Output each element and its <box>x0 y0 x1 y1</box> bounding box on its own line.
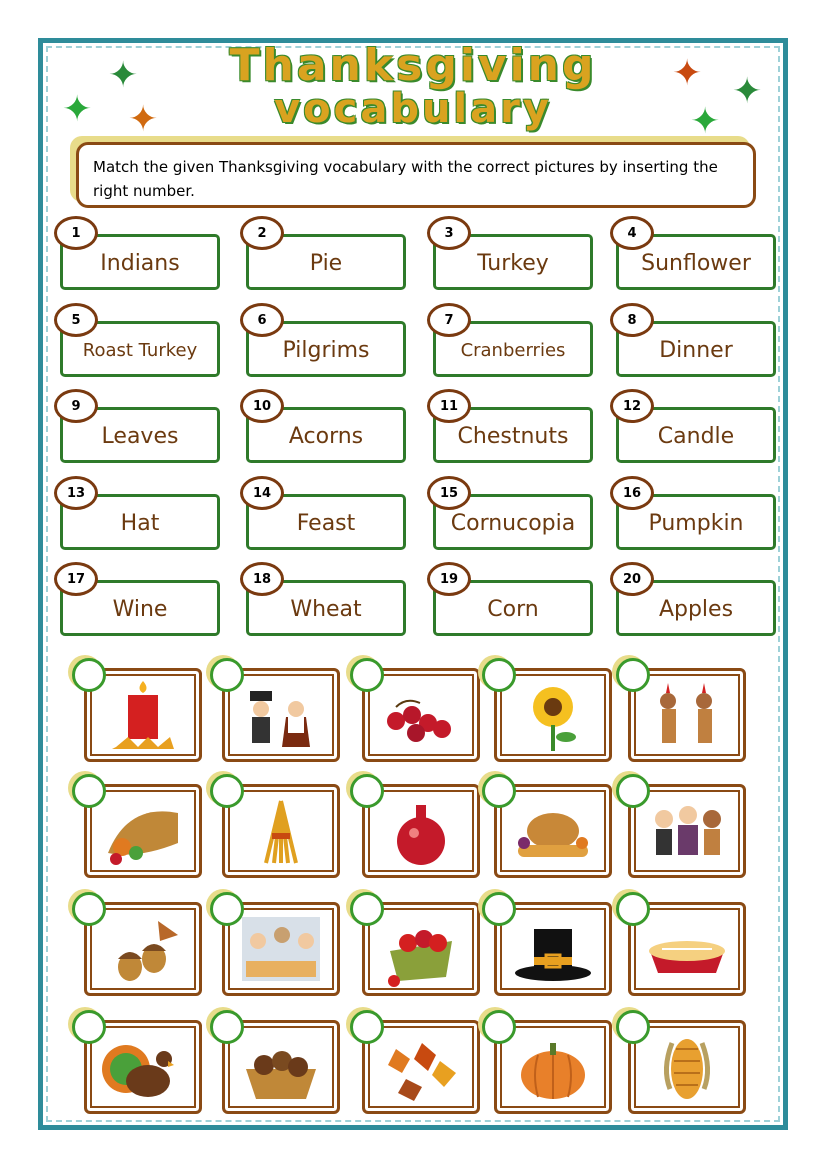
number-badge: 1 <box>54 216 98 250</box>
number-badge: 14 <box>240 476 284 510</box>
vocab-word: Turkey <box>477 251 549 276</box>
answer-circle[interactable] <box>350 1010 384 1044</box>
answer-circle[interactable] <box>616 1010 650 1044</box>
number-badge: 15 <box>427 476 471 510</box>
answer-circle[interactable] <box>210 658 244 692</box>
vocab-word: Cornucopia <box>450 511 576 536</box>
pilgrims-icon <box>233 679 329 751</box>
number-badge: 3 <box>427 216 471 250</box>
feast-icon <box>639 795 735 867</box>
answer-circle[interactable] <box>350 658 384 692</box>
answer-circle[interactable] <box>616 658 650 692</box>
acorns-icon <box>95 913 191 985</box>
answer-circle[interactable] <box>616 774 650 808</box>
pie-icon <box>639 913 735 985</box>
number-badge: 8 <box>610 303 654 337</box>
star-icon: ✦ <box>128 99 159 140</box>
answer-circle[interactable] <box>482 1010 516 1044</box>
number-badge: 4 <box>610 216 654 250</box>
vocab-word: Wheat <box>290 597 362 622</box>
indians-icon <box>639 679 735 751</box>
answer-circle[interactable] <box>72 774 106 808</box>
answer-circle[interactable] <box>210 892 244 926</box>
vocab-word: Apples <box>658 597 734 622</box>
star-icon: ✦ <box>62 89 93 130</box>
vocab-word: Pumpkin <box>648 511 744 536</box>
vocab-word: Feast <box>296 511 356 536</box>
vocab-word: Pilgrims <box>282 338 370 363</box>
number-badge: 11 <box>427 389 471 423</box>
vocab-word: Dinner <box>659 338 733 363</box>
number-badge: 10 <box>240 389 284 423</box>
instructions-text: Match the given Thanksgiving vocabulary with the correct pictures by inserting the right number. <box>93 158 718 200</box>
number-badge: 20 <box>610 562 654 596</box>
number-badge: 12 <box>610 389 654 423</box>
leaves-icon <box>373 1031 469 1103</box>
answer-circle[interactable] <box>482 774 516 808</box>
star-icon: ✦ <box>672 53 703 94</box>
answer-circle[interactable] <box>210 774 244 808</box>
vocab-word: Pie <box>309 251 343 276</box>
page-subtitle: vocabulary <box>274 86 552 132</box>
vocab-word: Indians <box>100 251 180 276</box>
dinner-icon <box>233 913 329 985</box>
number-badge: 2 <box>240 216 284 250</box>
number-badge: 9 <box>54 389 98 423</box>
cornucopia-icon <box>95 795 191 867</box>
sunflower-icon <box>505 679 601 751</box>
vocab-word: Cranberries <box>460 340 566 361</box>
wheat-icon <box>233 795 329 867</box>
hat-icon <box>505 913 601 985</box>
wine-icon <box>373 795 469 867</box>
number-badge: 13 <box>54 476 98 510</box>
answer-circle[interactable] <box>72 1010 106 1044</box>
number-badge: 7 <box>427 303 471 337</box>
cranberries-icon <box>373 679 469 751</box>
page-title: Thanksgiving <box>229 40 597 91</box>
vocab-word: Hat <box>120 511 160 536</box>
apples-icon <box>373 913 469 985</box>
vocab-word: Acorns <box>288 424 364 449</box>
number-badge: 5 <box>54 303 98 337</box>
candle-icon <box>95 679 191 751</box>
answer-circle[interactable] <box>72 658 106 692</box>
answer-circle[interactable] <box>616 892 650 926</box>
vocab-word: Roast Turkey <box>82 340 198 361</box>
vocab-word: Corn <box>487 597 539 622</box>
vocab-word: Wine <box>112 597 168 622</box>
vocab-word: Sunflower <box>641 251 751 276</box>
answer-circle[interactable] <box>210 1010 244 1044</box>
chestnuts-icon <box>233 1031 329 1103</box>
roast-turkey-icon <box>505 795 601 867</box>
answer-circle[interactable] <box>350 892 384 926</box>
star-icon: ✦ <box>690 101 721 142</box>
answer-circle[interactable] <box>350 774 384 808</box>
star-icon: ✦ <box>108 55 139 96</box>
vocab-word: Candle <box>657 424 735 449</box>
answer-circle[interactable] <box>72 892 106 926</box>
number-badge: 16 <box>610 476 654 510</box>
answer-circle[interactable] <box>482 892 516 926</box>
star-icon: ✦ <box>732 71 763 112</box>
number-badge: 18 <box>240 562 284 596</box>
corn-icon <box>639 1031 735 1103</box>
vocab-word: Chestnuts <box>457 424 569 449</box>
pumpkin-icon <box>505 1031 601 1103</box>
vocab-word: Leaves <box>101 424 179 449</box>
answer-circle[interactable] <box>482 658 516 692</box>
number-badge: 19 <box>427 562 471 596</box>
instructions-box <box>76 142 756 208</box>
number-badge: 17 <box>54 562 98 596</box>
number-badge: 6 <box>240 303 284 337</box>
turkey-icon <box>95 1031 191 1103</box>
